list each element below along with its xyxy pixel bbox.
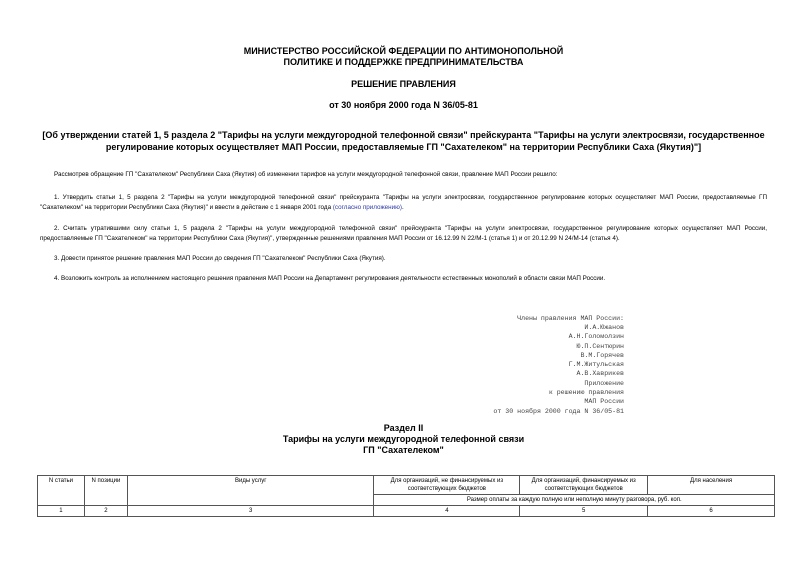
document-date: от 30 ноября 2000 года N 36/05-81 [329,100,478,110]
signature-member: А.В.Хаврикев [576,370,624,378]
intro-paragraph [40,170,767,180]
signature-member: И.А.Южанов [584,324,624,332]
item-4-paragraph [40,274,767,284]
column-number: 1 [38,506,85,517]
item-1-end: . [402,203,404,211]
item-1-text: 1. Утвердить статьи 1, 5 раздела 2 "Тарифы на услуги междугородной телефонной связи" прейскуранта "Тарифы на услуги электросвязи, государственное регулирование которых осуществляет МАП России, предоставляемые ГП "Сахателеком" на территории Республики Саха (Якутия)" и ввести в действие с 1 января 2001 года [40,194,767,211]
header-budget: Для организаций, финансируемых из соответствующих бюджетов [520,476,648,495]
header-position: N позиции [84,476,127,506]
item-4-text: 4. Возложить контроль за исполнением настоящего решения правления МАП России на Департамент регулирования деятельности естественных монополий в области связи МАП России. [54,275,606,282]
document-type: РЕШЕНИЕ ПРАВЛЕНИЯ [351,79,456,89]
appendix-link[interactable]: (согласно приложению) [332,203,402,211]
section-title: Тарифы на услуги междугородной телефонной связи [282,434,525,444]
signature-heading: Члены правления МАП России: [517,315,624,322]
item-2-text: 2. Считать утратившими силу статьи 1, 5 раздела 2 "Тарифы на услуги междугородной телефонной связи" прейскуранта "Тарифы на услуги электросвязи, государственное регулирование которых осуществляет МАП России, предоставляемые ГП "Сахателеком" на территории Республики Саха (Якутия)", утвержденные решениями правления МАП России от 16.12.99 N 22/М-1 (статья 1) и от 20.12.99 N 24/М-14 (статья 4). [40,225,767,242]
document-title-line2: регулирование которых осуществляет МАП России, предоставляемые ГП "Сахателеком" на территории Республики Саха (Якутия)"] [105,142,702,152]
appendix-line: Приложение [584,380,624,387]
document-title-line1: [Об утверждении статей 1, 5 раздела 2 "Тарифы на услуги междугородной телефонной связи" прейскуранта "Тарифы на услуги электросвязи, государственное [42,130,765,140]
section-company: ГП "Сахателеком" [363,445,444,455]
intro-text: Рассмотрев обращение ГП "Сахателеком" Республики Саха (Якутия) об изменении тарифов на услуги междугородной телефонной связи, правление МАП России решило: [54,171,558,178]
column-number: 6 [648,506,775,517]
appendix-line: к решению правления [548,389,624,397]
table-numbering-row [38,506,775,517]
ministry-name-line2: ПОЛИТИКЕ И ПОДДЕРЖКЕ ПРЕДПРИНИМАТЕЛЬСТВА [283,57,524,67]
ministry-name-line1: МИНИСТЕРСТВО РОССИЙСКОЙ ФЕДЕРАЦИИ ПО АНТИМОНОПОЛЬНОЙ [243,46,564,56]
header-services: Виды услуг [127,476,374,506]
signature-member: Г.М.Житульская [568,361,624,369]
signature-member: Ю.П.Сентюрин [576,342,624,350]
item-3-paragraph [40,254,767,264]
item-2-paragraph [40,224,767,243]
column-number: 3 [127,506,374,517]
item-3-text: 3. Довести принятое решение правления МАП России до сведения ГП "Сахателеком" Республики Саха (Якутия). [54,255,386,262]
signature-block [517,314,624,378]
appendix-note [493,379,624,416]
item-1-paragraph [40,193,767,212]
header-nonbudget: Для организаций, не финансируемых из соответствующих бюджетов [374,476,520,495]
tariff-table [37,475,775,517]
column-number: 5 [520,506,648,517]
section-label: Раздел II [383,423,424,433]
appendix-line: МАП России [584,398,624,406]
table-header-row [38,476,775,495]
signature-member: А.Н.Голомолзин [568,333,624,341]
signature-member: В.М.Горячев [580,351,624,359]
column-number: 2 [84,506,127,517]
payment-subheader: Размер оплаты за каждую полную или неполную минуту разговора, руб. коп. [374,495,775,506]
appendix-line: от 30 ноября 2000 года N 36/05-81 [493,407,624,415]
header-population: Для населения [648,476,775,495]
header-article: N статьи [38,476,85,506]
column-number: 4 [374,506,520,517]
